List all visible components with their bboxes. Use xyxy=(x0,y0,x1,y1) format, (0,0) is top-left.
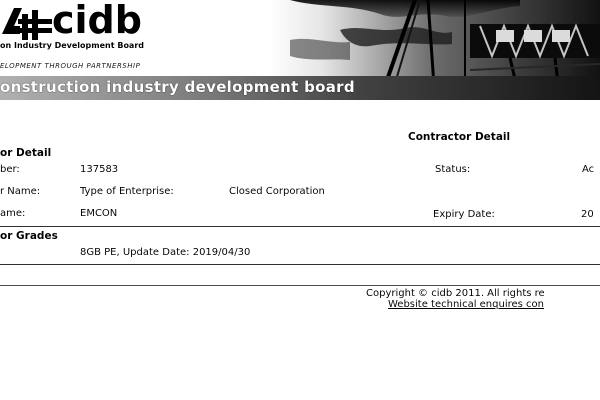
crs-number-label: ber: xyxy=(0,164,20,175)
page-header xyxy=(0,0,600,100)
expiry-date-value: 20 xyxy=(581,209,594,220)
type-of-enterprise-value: Closed Corporation xyxy=(229,186,325,197)
grades-divider xyxy=(0,264,600,265)
contractor-name-label: r Name: xyxy=(0,186,41,197)
trading-name-label: ame: xyxy=(0,208,26,219)
footer-divider xyxy=(0,285,600,286)
logo-subtitle: on Industry Development Board xyxy=(0,41,145,50)
type-of-enterprise-label: Type of Enterprise: xyxy=(80,186,174,197)
cidb-logo-text: cidb xyxy=(52,0,142,42)
trading-name-value: EMCON xyxy=(80,208,118,219)
status-value: Ac xyxy=(582,164,595,175)
copyright-text: Copyright © cidb 2011. All rights re xyxy=(366,288,545,299)
cidb-logo-icon xyxy=(0,4,52,44)
section-divider xyxy=(0,226,600,227)
grade-value: 8GB PE, Update Date: 2019/04/30 xyxy=(80,247,251,258)
expiry-date-label: Expiry Date: xyxy=(433,209,495,220)
detail-section-title: or Detail xyxy=(0,147,52,159)
tagline: ELOPMENT THROUGH PARTNERSHIP xyxy=(0,62,141,70)
contractor-detail-heading: Contractor Detail xyxy=(408,131,511,143)
technical-enquiries-link[interactable]: Website technical enquires con xyxy=(388,299,544,310)
banner-title: onstruction industry development board xyxy=(0,78,355,96)
grades-section-title: or Grades xyxy=(0,230,58,242)
status-label: Status: xyxy=(435,164,471,175)
crs-number-value: 137583 xyxy=(80,164,119,175)
